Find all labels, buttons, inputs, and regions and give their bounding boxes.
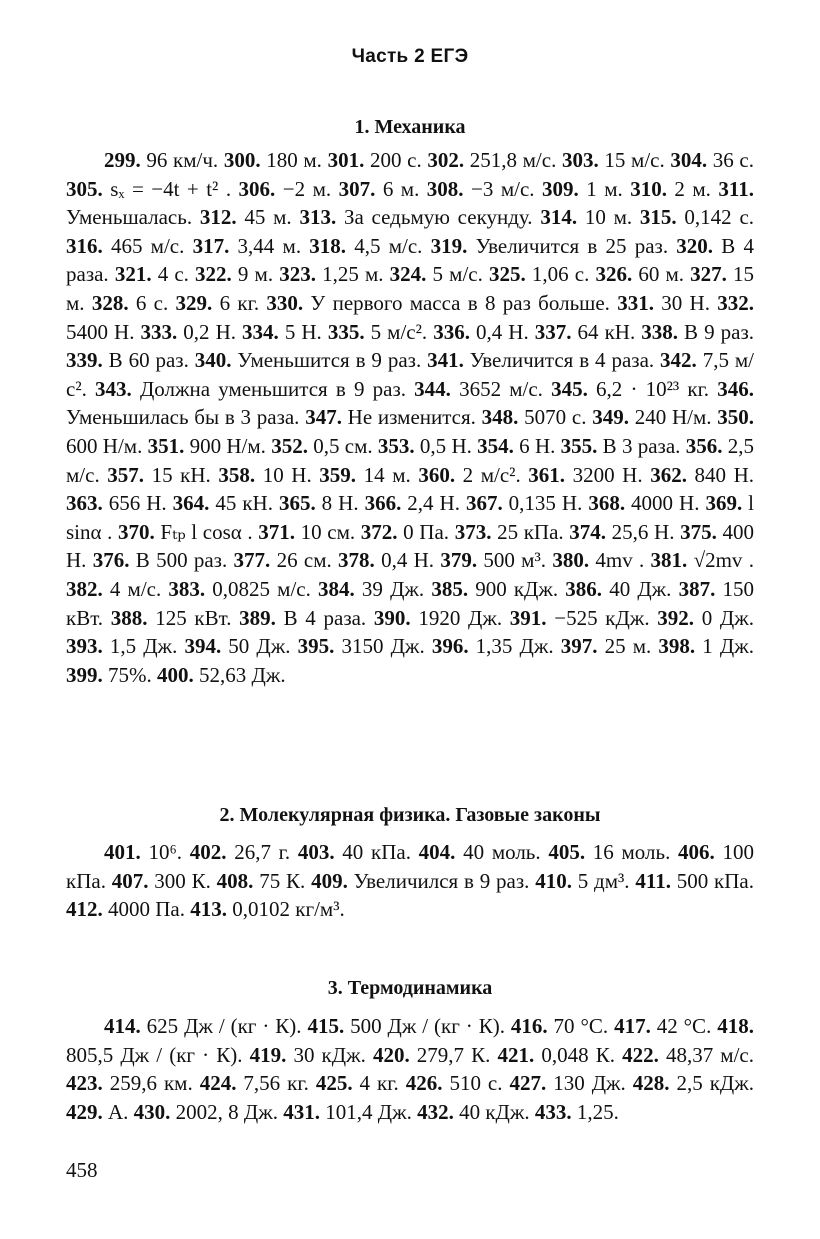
answer-value: Увеличился в 9 раз. bbox=[347, 868, 536, 893]
section-title-mechanics: 1. Механика bbox=[354, 116, 466, 138]
answer-number: 361. bbox=[528, 462, 566, 487]
answer-number: 347. bbox=[305, 405, 342, 430]
answer-value: 4,5 м/с. bbox=[346, 233, 431, 258]
answer-value: 7,5 м/с². bbox=[66, 348, 754, 401]
answer-value: 70 °C. bbox=[547, 1014, 615, 1038]
answer-value: 14 м. bbox=[356, 462, 419, 487]
answer-value: 900 Н/м. bbox=[184, 433, 272, 458]
answer-value: 1 м. bbox=[578, 176, 631, 201]
answer-value: 10 Н. bbox=[255, 462, 320, 487]
answer-number: 330. bbox=[266, 290, 304, 315]
answer-value: 6 кг. bbox=[212, 290, 267, 315]
answer-value: 3652 м/с. bbox=[450, 376, 552, 401]
answer-number: 421. bbox=[497, 1042, 535, 1067]
answer-value: В 500 раз. bbox=[129, 548, 234, 573]
answer-number: 333. bbox=[140, 319, 178, 344]
answers-block-mechanics bbox=[66, 146, 754, 689]
answer-value: А. bbox=[102, 1099, 134, 1124]
answer-value: 45 кН. bbox=[209, 491, 279, 516]
answer-number: 429. bbox=[66, 1099, 103, 1124]
answer-number: 371. bbox=[258, 519, 296, 544]
answer-number: 399. bbox=[66, 662, 103, 687]
answer-value: 3200 Н. bbox=[565, 462, 651, 487]
answer-number: 379. bbox=[440, 548, 478, 573]
answer-number: 381. bbox=[650, 548, 688, 573]
answer-number: 358. bbox=[218, 462, 256, 487]
answer-value: 50 Дж. bbox=[221, 634, 298, 659]
answer-number: 362. bbox=[650, 462, 687, 487]
answer-value: 6 с. bbox=[128, 290, 176, 315]
answer-value: 279,7 К. bbox=[409, 1042, 498, 1067]
page-number: 458 bbox=[66, 1158, 98, 1182]
answer-number: 372. bbox=[360, 519, 398, 544]
answer-number: 360. bbox=[418, 462, 456, 487]
answer-number: 331. bbox=[617, 290, 654, 315]
answer-number: 321. bbox=[114, 262, 152, 287]
answer-number: 334. bbox=[242, 319, 279, 344]
answer-number: 312. bbox=[199, 205, 237, 230]
answer-number: 314. bbox=[540, 205, 578, 230]
answer-number: 326. bbox=[595, 262, 633, 287]
answer-number: 329. bbox=[175, 290, 213, 315]
answer-number: 394. bbox=[184, 634, 222, 659]
answer-number: 375. bbox=[680, 519, 717, 544]
answer-value: 0,5 см. bbox=[307, 433, 378, 458]
answer-number: 405. bbox=[548, 840, 586, 864]
answer-number: 416. bbox=[510, 1014, 548, 1038]
answer-value: 0,2 Н. bbox=[177, 319, 243, 344]
answer-number: 386. bbox=[565, 576, 603, 601]
answer-value: 150 кВт. bbox=[66, 576, 754, 630]
answer-value: 26 см. bbox=[270, 548, 339, 573]
answer-value: 25 м. bbox=[597, 634, 659, 659]
answer-number: 340. bbox=[194, 348, 232, 373]
answer-value: 0,0102 кг/м³. bbox=[227, 897, 345, 922]
answer-value: 8 Н. bbox=[315, 491, 365, 516]
answer-number: 313. bbox=[299, 205, 337, 230]
answer-number: 420. bbox=[372, 1042, 410, 1067]
answer-number: 341. bbox=[427, 348, 464, 373]
answer-number: 426. bbox=[405, 1071, 443, 1096]
answer-value: 125 кВт. bbox=[147, 605, 240, 630]
answer-value: В 60 раз. bbox=[102, 348, 195, 373]
section-title-molecular: 2. Молекулярная физика. Газовые законы bbox=[219, 804, 601, 826]
answer-number: 353. bbox=[377, 433, 415, 458]
answer-value: 251,8 м/с. bbox=[464, 148, 562, 172]
answer-number: 351. bbox=[147, 433, 185, 458]
answer-value: 0 Дж. bbox=[694, 605, 754, 630]
answer-number: 369. bbox=[705, 491, 743, 516]
answer-number: 413. bbox=[190, 897, 227, 922]
answer-value: Уменьшалась. bbox=[66, 205, 200, 230]
answer-number: 357. bbox=[107, 462, 145, 487]
answer-number: 374. bbox=[569, 519, 607, 544]
answer-number: 393. bbox=[66, 634, 103, 659]
answer-number: 401. bbox=[104, 840, 141, 864]
answer-value: 500 кПа. bbox=[670, 868, 754, 893]
answer-number: 328. bbox=[91, 290, 129, 315]
answer-value: 2,4 Н. bbox=[401, 491, 466, 516]
answer-number: 343. bbox=[95, 376, 132, 401]
answer-value: 2 м/с². bbox=[455, 462, 529, 487]
answer-value: 75%. bbox=[102, 662, 157, 687]
answer-number: 318. bbox=[309, 233, 347, 258]
answer-value: В 9 раз. bbox=[678, 319, 755, 344]
answer-value: 5400 Н. bbox=[66, 319, 141, 344]
answer-value: 9 м. bbox=[231, 262, 280, 287]
answer-number: 300. bbox=[223, 148, 261, 172]
answer-number: 424. bbox=[199, 1071, 237, 1096]
answer-number: 391. bbox=[509, 605, 547, 630]
answer-number: 327. bbox=[690, 262, 727, 287]
answer-value: sₓ = −4t + t² . bbox=[102, 176, 239, 201]
answer-number: 301. bbox=[327, 148, 365, 172]
answer-number: 352. bbox=[271, 433, 308, 458]
answer-value: 259,6 км. bbox=[102, 1071, 200, 1096]
answer-number: 309. bbox=[542, 176, 579, 201]
answer-number: 403. bbox=[297, 840, 335, 864]
answer-number: 406. bbox=[678, 840, 715, 864]
answer-number: 419. bbox=[249, 1042, 287, 1067]
answer-number: 346. bbox=[717, 376, 754, 401]
answer-value: √2mv . bbox=[687, 548, 754, 573]
answer-value: 840 Н. bbox=[686, 462, 755, 487]
answer-value: 101,4 Дж. bbox=[320, 1099, 418, 1124]
answer-value: 30 кДж. bbox=[286, 1042, 373, 1067]
answer-value: 600 Н/м. bbox=[66, 433, 148, 458]
answer-value: 130 Дж. bbox=[546, 1071, 633, 1096]
answer-value: 4mv . bbox=[589, 548, 651, 573]
answer-number: 422. bbox=[622, 1042, 659, 1067]
answer-number: 368. bbox=[588, 491, 626, 516]
answer-value: 5070 с. bbox=[518, 405, 593, 430]
answer-number: 431. bbox=[283, 1099, 321, 1124]
answer-value: 240 Н/м. bbox=[628, 405, 718, 430]
answer-value: 1,25. bbox=[571, 1099, 619, 1124]
answer-number: 317. bbox=[192, 233, 230, 258]
answer-number: 349. bbox=[592, 405, 629, 430]
answer-number: 411. bbox=[635, 868, 671, 893]
answer-value: 300 К. bbox=[148, 868, 217, 893]
answer-value: 500 Дж / (кг · К). bbox=[344, 1014, 511, 1038]
answer-value: 2002, 8 Дж. bbox=[170, 1099, 284, 1124]
answer-number: 335. bbox=[327, 319, 365, 344]
answer-value: 180 м. bbox=[260, 148, 328, 172]
answer-value: 5 м/с. bbox=[426, 262, 490, 287]
answer-number: 425. bbox=[315, 1071, 353, 1096]
answer-value: Увеличится в 25 раз. bbox=[467, 233, 677, 258]
answer-value: Уменьшилась бы в 3 раза. bbox=[66, 405, 306, 430]
answer-value: 100 кПа. bbox=[66, 840, 754, 893]
answer-value: Увеличится в 4 раза. bbox=[463, 348, 661, 373]
answer-value: 10 см. bbox=[295, 519, 361, 544]
answer-value: 42 °C. bbox=[650, 1014, 718, 1038]
answer-value: 5 дм³. bbox=[571, 868, 636, 893]
answer-value: 1,35 Дж. bbox=[468, 634, 561, 659]
answer-number: 367. bbox=[465, 491, 503, 516]
answer-number: 345. bbox=[551, 376, 588, 401]
answer-value: 40 Дж. bbox=[602, 576, 679, 601]
answer-number: 400. bbox=[157, 662, 194, 687]
answer-number: 365. bbox=[278, 491, 316, 516]
answer-number: 385. bbox=[431, 576, 469, 601]
answer-number: 348. bbox=[481, 405, 519, 430]
answers-paragraph bbox=[66, 146, 754, 689]
answer-number: 338. bbox=[641, 319, 679, 344]
answer-value: 4000 Па. bbox=[102, 897, 191, 922]
answer-number: 299. bbox=[104, 148, 141, 172]
answer-number: 350. bbox=[717, 405, 754, 430]
answer-number: 359. bbox=[319, 462, 357, 487]
answers-paragraph bbox=[66, 1012, 754, 1126]
answer-number: 337. bbox=[534, 319, 572, 344]
answer-number: 311. bbox=[718, 176, 754, 201]
answer-value: 15 м. bbox=[66, 262, 755, 315]
answer-number: 396. bbox=[431, 634, 469, 659]
answer-value: 75 К. bbox=[253, 868, 312, 893]
answer-value: 64 кН. bbox=[571, 319, 642, 344]
answer-number: 417. bbox=[614, 1014, 651, 1038]
answer-value: 4 кг. bbox=[352, 1071, 406, 1096]
answer-number: 354. bbox=[477, 433, 514, 458]
answer-number: 370. bbox=[118, 519, 155, 544]
answer-value: 16 моль. bbox=[585, 840, 679, 864]
answer-value: 0,048 К. bbox=[534, 1042, 623, 1067]
answer-number: 433. bbox=[534, 1099, 572, 1124]
answer-value: 3150 Дж. bbox=[334, 634, 432, 659]
answer-number: 398. bbox=[658, 634, 696, 659]
answer-value: 0,4 Н. bbox=[469, 319, 535, 344]
answer-value: 465 м/с. bbox=[102, 233, 193, 258]
section-title-thermodynamics: 3. Термодинамика bbox=[327, 977, 493, 999]
answers-block-thermodynamics bbox=[66, 1012, 754, 1126]
answer-value: 0,142 с. bbox=[676, 205, 755, 230]
answer-value: В 4 раза. bbox=[275, 605, 374, 630]
answer-value: 0,4 Н. bbox=[374, 548, 441, 573]
answer-value: 1,06 с. bbox=[525, 262, 596, 287]
answer-number: 414. bbox=[104, 1014, 141, 1038]
answer-value: За седьмую секунду. bbox=[336, 205, 541, 230]
answer-value: 25,6 Н. bbox=[606, 519, 681, 544]
answer-value: 656 Н. bbox=[102, 491, 173, 516]
answer-value: 4000 Н. bbox=[625, 491, 706, 516]
answer-value: −2 м. bbox=[275, 176, 339, 201]
answer-number: 344. bbox=[414, 376, 451, 401]
answer-number: 432. bbox=[417, 1099, 454, 1124]
answer-number: 430. bbox=[133, 1099, 171, 1124]
answer-number: 377. bbox=[233, 548, 271, 573]
answer-number: 307. bbox=[338, 176, 376, 201]
answer-number: 308. bbox=[426, 176, 464, 201]
answer-number: 332. bbox=[717, 290, 754, 315]
answer-value: 400 Н. bbox=[66, 519, 754, 573]
part-title: Часть 2 ЕГЭ bbox=[351, 46, 469, 67]
answer-value: В 3 раза. bbox=[597, 433, 686, 458]
answer-value: 40 моль. bbox=[455, 840, 549, 864]
answer-value: У первого масса в 8 раз больше. bbox=[303, 290, 618, 315]
answer-number: 336. bbox=[433, 319, 470, 344]
answer-value: l sinα . bbox=[66, 491, 755, 544]
answer-number: 355. bbox=[560, 433, 598, 458]
answers-block-molecular bbox=[66, 838, 754, 924]
answer-value: 40 кДж. bbox=[453, 1099, 535, 1124]
answer-number: 388. bbox=[110, 605, 148, 630]
answer-number: 395. bbox=[297, 634, 335, 659]
answer-number: 315. bbox=[639, 205, 677, 230]
answer-number: 325. bbox=[489, 262, 526, 287]
answer-number: 320. bbox=[676, 233, 714, 258]
answer-number: 418. bbox=[717, 1014, 754, 1038]
answer-value: 1920 Дж. bbox=[410, 605, 510, 630]
answer-value: 0,0825 м/с. bbox=[205, 576, 319, 601]
answer-value: 625 Дж / (кг · К). bbox=[140, 1014, 308, 1038]
answer-number: 383. bbox=[168, 576, 206, 601]
answer-value: 0 Па. bbox=[397, 519, 455, 544]
answer-value: 39 Дж. bbox=[354, 576, 432, 601]
answer-value: 6 Н. bbox=[513, 433, 561, 458]
answer-value: 0,135 Н. bbox=[502, 491, 589, 516]
answer-value: Уменьшится в 9 раз. bbox=[231, 348, 428, 373]
answer-number: 324. bbox=[389, 262, 427, 287]
answer-value: 3,44 м. bbox=[229, 233, 310, 258]
answer-number: 387. bbox=[678, 576, 716, 601]
answer-number: 373. bbox=[454, 519, 492, 544]
answer-number: 409. bbox=[311, 868, 348, 893]
answer-value: 6,2 · 10²³ кг. bbox=[587, 376, 718, 401]
answer-number: 304. bbox=[670, 148, 708, 172]
answer-number: 428. bbox=[632, 1071, 670, 1096]
answer-value: 40 кПа. bbox=[334, 840, 419, 864]
answer-value: 5 Н. bbox=[278, 319, 328, 344]
answer-number: 316. bbox=[66, 233, 103, 258]
answer-value: 4 м/с. bbox=[102, 576, 169, 601]
answer-value: 2 м. bbox=[666, 176, 719, 201]
answer-value: 10⁶. bbox=[140, 840, 190, 864]
answer-number: 322. bbox=[195, 262, 232, 287]
answer-number: 384. bbox=[318, 576, 355, 601]
answer-number: 427. bbox=[509, 1071, 547, 1096]
answer-value: Не изменится. bbox=[341, 405, 482, 430]
answer-number: 363. bbox=[66, 491, 103, 516]
answer-value: 805,5 Дж / (кг · К). bbox=[66, 1042, 250, 1067]
answer-number: 415. bbox=[307, 1014, 345, 1038]
answer-number: 342. bbox=[660, 348, 697, 373]
answer-number: 392. bbox=[657, 605, 695, 630]
answer-number: 402. bbox=[189, 840, 227, 864]
answer-number: 408. bbox=[216, 868, 254, 893]
answer-number: 339. bbox=[66, 348, 103, 373]
answer-number: 310. bbox=[630, 176, 667, 201]
answer-value: 200 с. bbox=[364, 148, 428, 172]
answer-value: 15 м/с. bbox=[598, 148, 671, 172]
answer-value: 52,63 Дж. bbox=[193, 662, 286, 687]
answer-value: 4 с. bbox=[151, 262, 196, 287]
answer-value: В 4 раза. bbox=[66, 233, 754, 287]
answer-value: 26,7 г. bbox=[226, 840, 298, 864]
answer-value: 2,5 кДж. bbox=[669, 1071, 755, 1096]
answer-number: 378. bbox=[338, 548, 375, 573]
answer-value: 15 кН. bbox=[144, 462, 219, 487]
answer-value: 36 с. bbox=[707, 148, 754, 172]
answer-number: 397. bbox=[560, 634, 598, 659]
answer-number: 390. bbox=[373, 605, 411, 630]
answer-value: −525 кДж. bbox=[546, 605, 658, 630]
answer-value: 48,37 м/с. bbox=[658, 1042, 754, 1067]
answer-value: 1,25 м. bbox=[315, 262, 390, 287]
answer-value: −3 м/с. bbox=[463, 176, 542, 201]
answer-value: 500 м³. bbox=[477, 548, 553, 573]
answer-number: 404. bbox=[418, 840, 456, 864]
answer-value: 30 Н. bbox=[653, 290, 718, 315]
answer-number: 423. bbox=[66, 1071, 103, 1096]
answer-value: 6 м. bbox=[375, 176, 427, 201]
answer-value: 25 кПа. bbox=[491, 519, 570, 544]
answer-number: 302. bbox=[427, 148, 465, 172]
answer-number: 366. bbox=[364, 491, 402, 516]
answer-number: 364. bbox=[172, 491, 210, 516]
answer-number: 303. bbox=[561, 148, 599, 172]
answer-value: 7,56 кг. bbox=[236, 1071, 316, 1096]
answer-value: Должна уменьшится в 9 раз. bbox=[131, 376, 415, 401]
answer-number: 380. bbox=[552, 548, 590, 573]
answer-number: 407. bbox=[111, 868, 149, 893]
answer-number: 389. bbox=[239, 605, 276, 630]
answer-number: 319. bbox=[430, 233, 468, 258]
answer-number: 382. bbox=[66, 576, 103, 601]
answer-number: 305. bbox=[66, 176, 103, 201]
answer-number: 410. bbox=[535, 868, 572, 893]
answer-number: 306. bbox=[238, 176, 276, 201]
answer-value: Fₜₚ l cosα . bbox=[154, 519, 259, 544]
answer-value: 0,5 Н. bbox=[414, 433, 478, 458]
answer-value: 60 м. bbox=[632, 262, 691, 287]
answer-value: 96 км/ч. bbox=[140, 148, 224, 172]
answer-number: 356. bbox=[685, 433, 723, 458]
answer-value: 2,5 м/с. bbox=[66, 433, 754, 487]
answer-value: 10 м. bbox=[577, 205, 640, 230]
answer-value: 1,5 Дж. bbox=[102, 634, 185, 659]
answer-value: 510 с. bbox=[442, 1071, 510, 1096]
answer-value: 5 м/с². bbox=[364, 319, 434, 344]
answer-value: 1 Дж. bbox=[695, 634, 754, 659]
answers-paragraph bbox=[66, 838, 754, 924]
answer-value: 45 м. bbox=[236, 205, 300, 230]
answer-value: 900 кДж. bbox=[468, 576, 566, 601]
answer-number: 323. bbox=[279, 262, 316, 287]
answer-number: 412. bbox=[66, 897, 103, 922]
answer-number: 376. bbox=[92, 548, 130, 573]
